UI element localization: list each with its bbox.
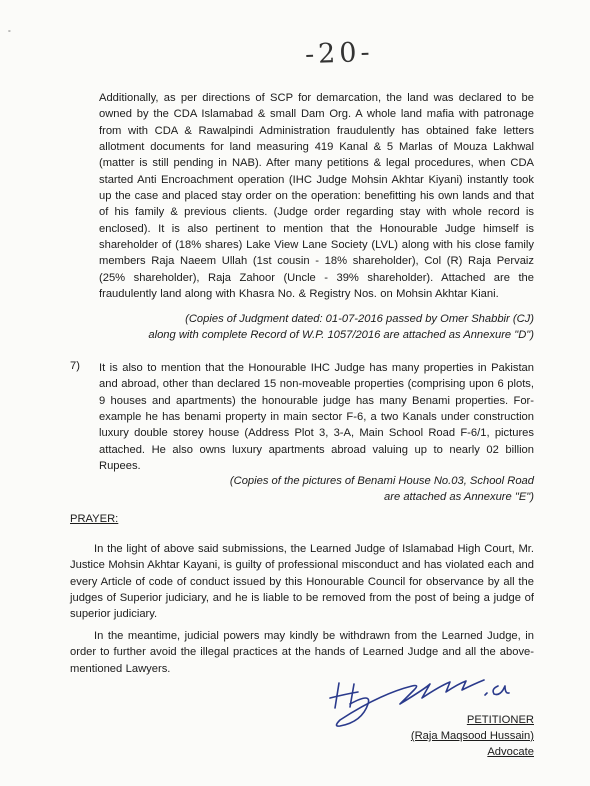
signatory-role: PETITIONER (466, 714, 534, 726)
paragraph-7: It is also to mention that the Honourable IHC Judge has many properties in Pakistan and abroad, other than declared 15 non-moveable properties (comprising upon 6 plots, 9 houses and apartments) the honourable judge has many Benami properties. For-example he has benami property in main sector F-6, a two Kanals under construction luxury double storey house (Address Plot 3, 3-A, Main School Road F-6/1, pictures attached. He also owns luxury apartments abroad valuing up to nearly 02 billion Rupees. (99, 362, 534, 473)
prayer-paragraph-1: In the light of above said submissions, the Learned Judge of Islamabad High Court, Mr. Justice Mohsin Akhtar Kayani, is guilty of professional misconduct and has violated each and every Article of code of conduct issued by this Honourable Council for observance by all the judges of Superior judiciary, and he is liable to be removed from the post of being a judge of superior judiciary. (70, 543, 534, 621)
prayer-paragraph-2: In the meantime, judicial powers may kindly be withdrawn from the Learned Judge, in order to further avoid the illegal practices at the hands of Learned Judge and all the above-mentioned Lawyers. (70, 630, 534, 675)
intro-citation-line-1: (Copies of Judgment dated: 01-07-2016 passed by Omer Shabbir (CJ) (185, 313, 534, 325)
scan-speck: ° (8, 30, 11, 37)
intro-citation-line-2: along with complete Record of W.P. 1057/2016 are attached as Annexure "D") (148, 329, 534, 341)
prayer-heading: PRAYER: (70, 513, 119, 525)
intro-paragraph: Additionally, as per directions of SCP for demarcation, the land was declared to be owned by the CDA Islamabad & small Dam Org. A whole land mafia with patronage from with CDA & Rawalpindi Administration fraudulently has obtained fake letters allotment documents for land measuring 419 Kanal & 5 Marlas of Mouza Lakhwal (matter is still pending in NAB). After many petitions & legal procedures, when CDA started Anti Encroachment operation (IHC Judge Mohsin Akhtar Kiyani) instantly took up the case and placed stay order on the operation: benefitting his own lands and that of his family & previous clients. (Judge order regarding stay with whole record is enclosed). It is also pertinent to mention that the Honourable Judge himself is shareholder of (18% shares) Lake View Lane Society (LVL) along with his close family members Raja Naeem Ullah (1st cousin - 18% shareholder), Col (R) Raja Pervaiz (25% shareholder), Raja Zahoor (Uncle - 39% shareholder). Attached are the fraudulently land along with Khasra No. & Registry Nos. on Mohsin Akhtar Kiani. (99, 92, 534, 301)
paragraph-number-7: 7) (70, 360, 80, 372)
para7-citation-line-2: are attached as Annexure "E") (384, 491, 534, 503)
signatory-name: (Raja Maqsood Hussain) (410, 730, 534, 742)
para7-citation-line-1: (Copies of the pictures of Benami House No.03, School Road (229, 475, 534, 487)
signatory-title: Advocate (487, 746, 534, 758)
handwritten-page-number: -20- (304, 36, 375, 71)
